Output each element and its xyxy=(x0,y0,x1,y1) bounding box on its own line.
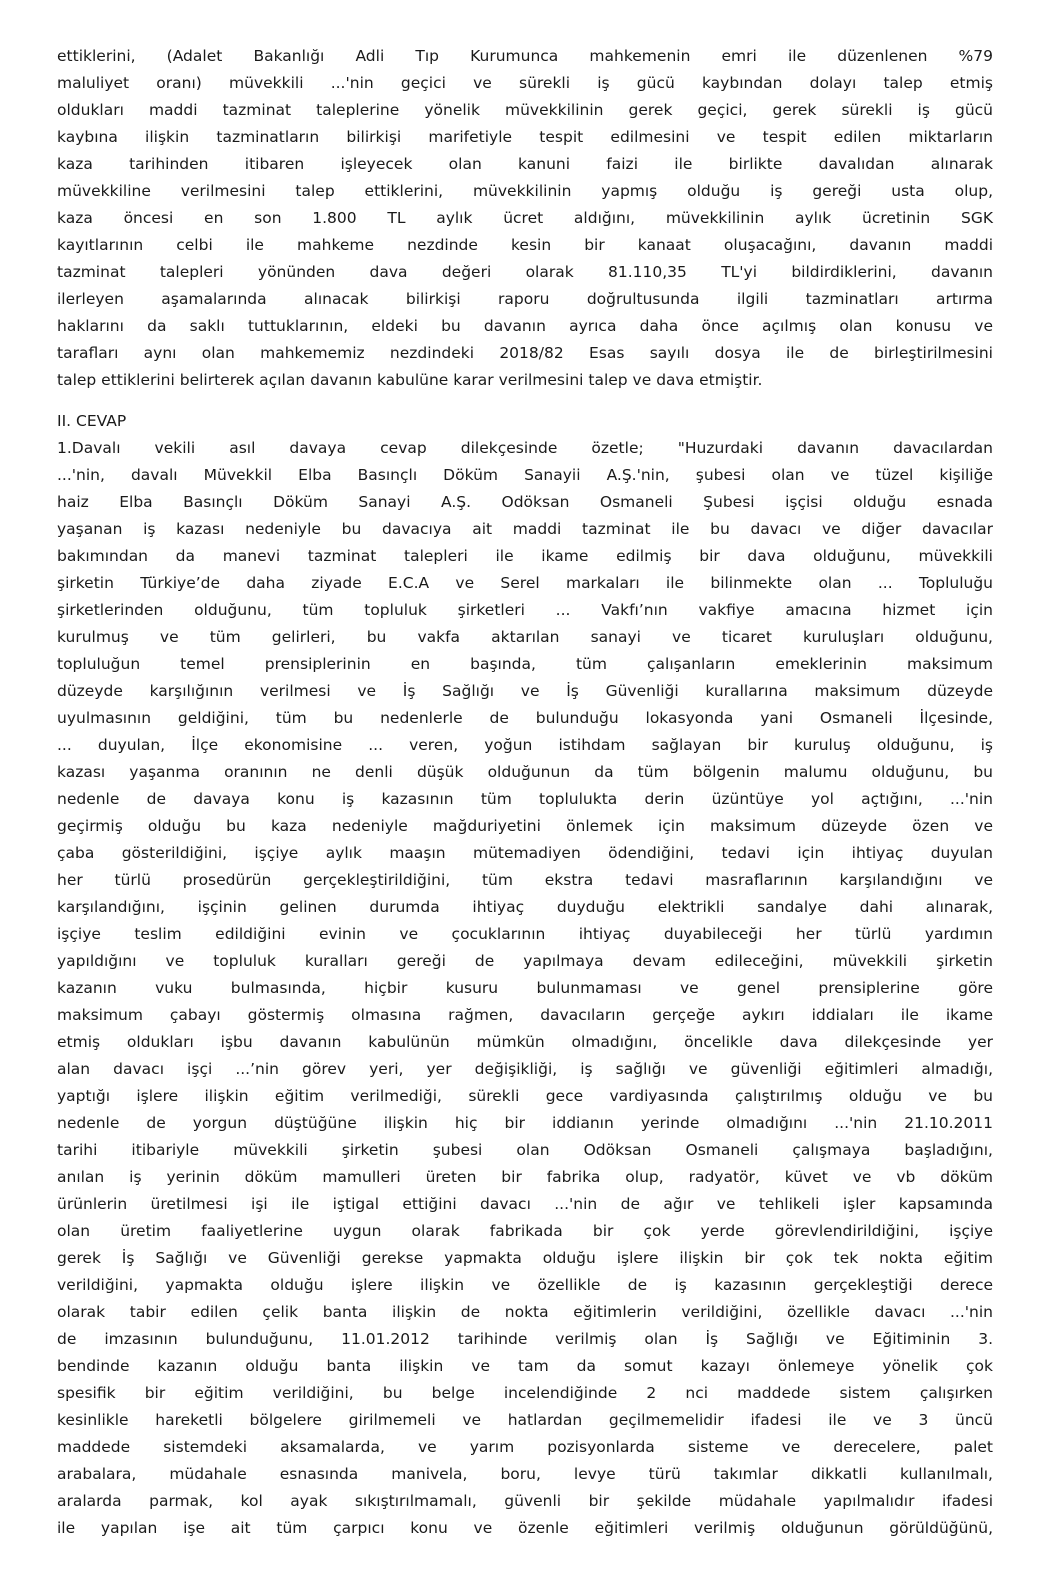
response-paragraph xyxy=(57,435,993,1542)
text-line: ilerleyen aşamalarında alınacak bilirkişi raporu doğrultusunda ilgili tazminatları artırma xyxy=(57,290,993,308)
text-line: arabalara, müdahale esnasında manivela, boru, levye türü takımlar dikkatli kullanılmalı, xyxy=(57,1465,993,1483)
petition-paragraph xyxy=(57,43,993,394)
text-line: kazası yaşanma oranının ne denli düşük olduğunun da tüm bölgenin malumu olduğunu, bu xyxy=(57,763,993,781)
text-line: 1.Davalı vekili asıl davaya cevap dilekçesinde özetle; "Huzurdaki davanın davacılardan xyxy=(57,439,993,457)
text-line: gerek İş Sağlığı ve Güvenliği gerekse yapmakta olduğu işlere ilişkin bir çok tek nokta eğitim xyxy=(57,1249,993,1267)
text-line: kaza öncesi en son 1.800 TL aylık ücret aldığını, müvekkilinin aylık ücretinin SGK xyxy=(57,209,993,227)
text-line: çaba gösterildiğini, işçiye aylık maaşın mütemadiyen ödendiğini, tedavi için ihtiyaç duyulan xyxy=(57,844,993,862)
text-line: verildiğini, yapmakta olduğu işlere ilişkin ve özellikle de iş kazasının gerçekleştiği derece xyxy=(57,1276,993,1294)
text-line: ile yapılan işe ait tüm çarpıcı konu ve özenle eğitimleri verilmiş olduğunun görüldüğünü, xyxy=(57,1519,993,1537)
text-line: şirketin Türkiye’de daha ziyade E.C.A ve Serel markaları ile bilinmekte olan ... Topluluğu xyxy=(57,574,993,592)
text-line: etmiş oldukları işbu davanın kabulünün mümkün olmadığını, öncelikle dava dilekçesinde yer xyxy=(57,1033,993,1051)
text-line: işçiye teslim edildiğini evinin ve çocuklarının ihtiyaç duyabileceği her türlü yardımın xyxy=(57,925,993,943)
section-heading-cevap: II. CEVAP xyxy=(57,412,127,430)
text-line: nedenle de yorgun düştüğüne ilişkin hiç bir iddianın yerinde olmadığını ...'nin 21.10.2011 xyxy=(57,1114,993,1132)
text-line: kayıtlarının celbi ile mahkeme nezdinde kesin bir kanaat oluşacağını, davanın maddi xyxy=(57,236,993,254)
text-line: karşılandığını, işçinin gelinen durumda ihtiyaç duyduğu elektrikli sandalye dahi alınarak, xyxy=(57,898,993,916)
text-line: maksimum çabayı göstermiş olmasına rağmen, davacıların gerçeğe aykırı iddiaları ile ikame xyxy=(57,1006,993,1024)
text-line: düzeyde karşılığının verilmesi ve İş Sağlığı ve İş Güvenliği kurallarına maksimum düzeyde xyxy=(57,682,993,700)
text-line: kurulmuş ve tüm gelirleri, bu vakfa aktarılan sanayi ve ticaret kuruluşları olduğunu, xyxy=(57,628,993,646)
text-line: bakımından da manevi tazminat talepleri ile ikame edilmiş bir dava olduğunu, müvekkili xyxy=(57,547,993,565)
text-line: ürünlerin üretilmesi işi ile iştigal ettiğini davacı ...'nin de ağır ve tehlikeli işler kapsamında xyxy=(57,1195,993,1213)
text-line: tazminat talepleri yönünden dava değeri olarak 81.110,35 TL'yi bildirdiklerini, davanın xyxy=(57,263,993,281)
text-line: bendinde kazanın olduğu banta ilişkin ve tam da somut kazayı önlemeye yönelik çok xyxy=(57,1357,993,1375)
text-line: yaptığı işlere ilişkin eğitim verilmediği, sürekli gece vardiyasında çalıştırılmış olduğu ve bu xyxy=(57,1087,993,1105)
text-line: spesifik bir eğitim verildiğini, bu belge incelendiğinde 2 nci maddede sistem çalışırken xyxy=(57,1384,993,1402)
text-line: tarihi itibariyle müvekkili şirketin şubesi olan Odöksan Osmaneli çalışmaya başladığını, xyxy=(57,1141,993,1159)
text-line: olarak tabir edilen çelik banta ilişkin de nokta eğitimlerin verildiğini, özellikle davacı ...'nin xyxy=(57,1303,993,1321)
text-line: alan davacı işçi ...’nin görev yeri, yer değişikliği, iş sağlığı ve güvenliği eğitimleri almadığı, xyxy=(57,1060,993,1078)
text-line: de imzasının bulunduğunu, 11.01.2012 tarihinde verilmiş olan İş Sağlığı ve Eğitiminin 3. xyxy=(57,1330,993,1348)
text-line: ettiklerini, (Adalet Bakanlığı Adli Tıp Kurumunca mahkemenin emri ile düzenlenen %79 xyxy=(57,47,993,65)
text-line: kesinlikle hareketli bölgelere girilmemeli ve hatlardan geçilmemelidir ifadesi ile ve 3 üncü xyxy=(57,1411,993,1429)
text-line: aralarda parmak, kol ayak sıkıştırılmamalı, güvenli bir şekilde müdahale yapılmalıdır ifadesi xyxy=(57,1492,993,1510)
text-line: her türlü prosedürün gerçekleştirildiğini, tüm ekstra tedavi masraflarının karşılandığını ve xyxy=(57,871,993,889)
text-line: maluliyet oranı) müvekkili ...'nin geçici ve sürekli iş gücü kaybından dolayı talep etmiş xyxy=(57,74,993,92)
text-line: geçirmiş olduğu bu kaza nedeniyle mağduriyetini önlemek için maksimum düzeyde özen ve xyxy=(57,817,993,835)
text-line: müvekkiline verilmesini talep ettiklerini, müvekkilinin yapmış olduğu iş gereği usta olup, xyxy=(57,182,993,200)
text-line: kaybına ilişkin tazminatların bilirkişi marifetiyle tespit edilmesini ve tespit edilen miktarların xyxy=(57,128,993,146)
text-line: anılan iş yerinin döküm mamulleri üreten bir fabrika olup, radyatör, küvet ve vb döküm xyxy=(57,1168,993,1186)
text-line: kaza tarihinden itibaren işleyecek olan kanuni faizi ile birlikte davalıdan alınarak xyxy=(57,155,993,173)
text-line: uyulmasının geldiğini, tüm bu nedenlerle de bulunduğu lokasyonda yani Osmaneli İlçesinde, xyxy=(57,709,993,727)
text-line: haiz Elba Basınçlı Döküm Sanayi A.Ş. Odöksan Osmaneli Şubesi işçisi olduğu esnada xyxy=(57,493,993,511)
text-line: haklarını da saklı tuttuklarının, eldeki bu davanın ayrıca daha önce açılmış olan konusu ve xyxy=(57,317,993,335)
text-line: kazanın vuku bulmasında, hiçbir kusuru bulunmaması ve genel prensiplerine göre xyxy=(57,979,993,997)
text-line: ... duyulan, İlçe ekonomisine ... veren, yoğun istihdam sağlayan bir kuruluş olduğunu, iş xyxy=(57,736,993,754)
text-line: tarafları aynı olan mahkememiz nezdindeki 2018/82 Esas sayılı dosya ile de birleştirilmesini xyxy=(57,344,993,362)
text-line: olan üretim faaliyetlerine uygun olarak fabrikada bir çok yerde görevlendirildiğini, işçiye xyxy=(57,1222,993,1240)
text-line: talep ettiklerini belirterek açılan davanın kabulüne karar verilmesini talep ve dava etmiştir. xyxy=(57,371,763,389)
text-line: maddede sistemdeki aksamalarda, ve yarım pozisyonlarda sisteme ve derecelere, palet xyxy=(57,1438,993,1456)
text-line: yapıldığını ve topluluk kuralları gereği de yapılmaya devam edileceğini, müvekkili şirketin xyxy=(57,952,993,970)
text-line: ...'nin, davalı Müvekkil Elba Basınçlı Döküm Sanayii A.Ş.'nin, şubesi olan ve tüzel kişiliğe xyxy=(57,466,993,484)
text-line: yaşanan iş kazası nedeniyle bu davacıya ait maddi tazminat ile bu davacı ve diğer davacılar xyxy=(57,520,993,538)
text-line: şirketlerinden olduğunu, tüm topluluk şirketleri ... Vakfı’nın vakfiye amacına hizmet için xyxy=(57,601,993,619)
text-line: nedenle de davaya konu iş kazasının tüm toplulukta derin üzüntüye yol açtığını, ...'nin xyxy=(57,790,993,808)
text-line: topluluğun temel prensiplerinin en başında, tüm çalışanların emeklerinin maksimum xyxy=(57,655,993,673)
text-line: oldukları maddi tazminat taleplerine yönelik müvekkilinin gerek geçici, gerek sürekli iş gücü xyxy=(57,101,993,119)
